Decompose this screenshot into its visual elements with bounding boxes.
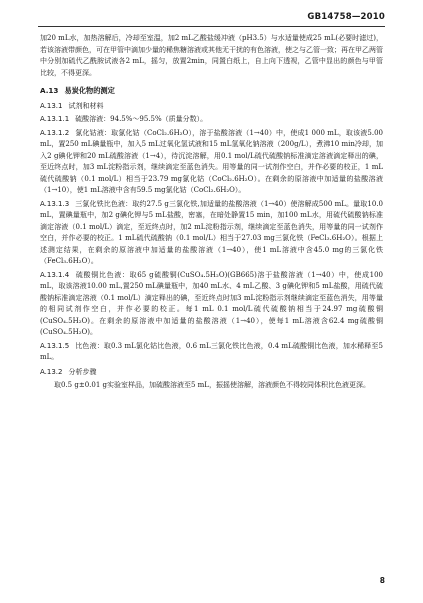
section-number: A.13: [40, 86, 59, 95]
clause-number: A.13.1.3: [40, 199, 70, 208]
clause-number: A.13.1.1: [40, 115, 70, 123]
procedure-paragraph: 取0.5 g±0.01 g实验室样品，加硫酸溶液至5 mL，振摇使溶解，溶液颜色不得较同体积比色液更深。: [54, 381, 370, 389]
clause-text: 硫酸溶液：94.5%～95.5%（质量分数）。: [75, 115, 208, 123]
section-title: 易炭化物的测定: [64, 86, 115, 95]
clause-text: 比色液：取0.3 mL氯化钴比色液，0.6 mL三氯化铁比色液，0.4 mL硫酸铜比色液，加水稀释至5 mL。: [40, 341, 383, 361]
clause-item: [40, 128, 383, 197]
clause-number: A.13.1.4: [40, 270, 70, 279]
subsection-number: A.13.1: [40, 101, 63, 110]
clause-text: 氯化钴液：取氯化钴（CoCl₂.6H₂O），溶于盐酸溶液（1→40）中，使成1 000 mL，取该液5.00 mL，置250 mL碘量瓶中，加入5 mL过氧化氢试液和15 mL氢氧化钠溶液（200g/L），煮沸10 min冷却，加入2 g碘化钾和20 mL硫酸溶液（1→4），待沉淀溶解，用0.1 mol/L硫代硫酸钠标准滴定溶液滴定释出的碘，至近终点时，加3 mL淀粉指示剂，继续滴定至蓝色消失。用等量的同一试剂作空白，并作必要的校正，1 mL硫代硫酸钠（0.1 mol/L）相当于23.79 mg氯化钴（CoCl₂.6H₂O）。在剩余的原溶液中加适量的盐酸溶液（1→10），使1 mL溶液中含有59.5 mg氯化钴（CoCl₂.6H₂O）。: [40, 128, 383, 194]
subsection-heading-procedure: [40, 367, 383, 379]
clause-item: [40, 270, 383, 339]
subsection-heading-reagents: [40, 101, 383, 113]
clause-number: A.13.1.2: [40, 128, 70, 137]
header-rule: [38, 26, 385, 27]
subsection-title: 分析步骤: [68, 367, 97, 376]
intro-paragraph: 加20 mL水，加热溶解后，冷却至室温，加2 mL乙酸盐缓冲液（pH3.5）与水适量使成25 mL(必要时滤过)，若该溶液带颜色，可在甲管中滴加少量的稀焦糖溶液或其他无干扰的有色溶液，使之与乙管一致；再在甲乙两管中分别加硫代乙酰胺试液各2 mL，摇匀，放置2min，同置白纸上，自上向下透视，乙管中显出的颜色与甲管比较，不得更深。: [40, 34, 383, 77]
subsection-title: 试剂和材料: [68, 101, 104, 110]
clause-item: [40, 114, 383, 126]
subsection-number: A.13.2: [40, 367, 63, 376]
clause-number: A.13.1.5: [40, 341, 70, 350]
document-body: [40, 33, 383, 392]
clause-text: 硫酸铜比色液：取65 g硫酸铜(CuSO₄.5H₂O)(GB665)溶于盐酸溶液（1→40）中，使成100 mL，取该溶液10.00 mL,置250 mL碘量瓶中，加40 mL水、4 mL乙酸、3 g碘化钾和5 mL盐酸，用硫代硫酸钠标准滴定溶液（0.1 mol/L）滴定释出的碘，至近终点时加3 mL淀粉指示剂继续滴定至蓝色消失，用等量的相同试剂作空白，并作必要的校正。每1 mL 0.1 mol/L硫代硫酸钠相当于24.97 mg硫酸铜(CuSO₄.5H₂O)。在剩余的原溶液中加适量的盐酸溶液（1→40），使每1 mL溶液含62.4 mg硫酸铜(CuSO₄.5H₂O)。: [40, 270, 383, 336]
page-number: 8: [379, 576, 385, 585]
clause-item: [40, 199, 383, 268]
section-heading: [40, 85, 383, 97]
clause-item: [40, 341, 383, 364]
clause-text: 三氯化铁比色液：取约27.5 g三氯化铁,加适量的盐酸溶液（1→40）使溶解成500 mL。量取10.0 mL，置碘量瓶中，加2 g碘化钾与5 mL盐酸，密塞，在暗处静置15 min，加100 mL水，用硫代硫酸钠标准滴定溶液（0.1 mol/L）滴定，至近终点时，加2 mL淀粉指示剂，继续滴定至蓝色消失，用等量的同一试剂作空白，并作必要的校正。1 mL硫代硫酸钠（0.1 mol/L）相当于27.03 mg三氯化铁（FeCl₃.6H₂O）。根据上述测定结果，在剩余的原溶液中加适量的盐酸溶液（1→40），使1 mL溶液中含45.0 mg的三氯化铁（FeCl₃.6H₂O）。: [40, 199, 383, 265]
standard-code: GB14758—2010: [307, 12, 385, 22]
